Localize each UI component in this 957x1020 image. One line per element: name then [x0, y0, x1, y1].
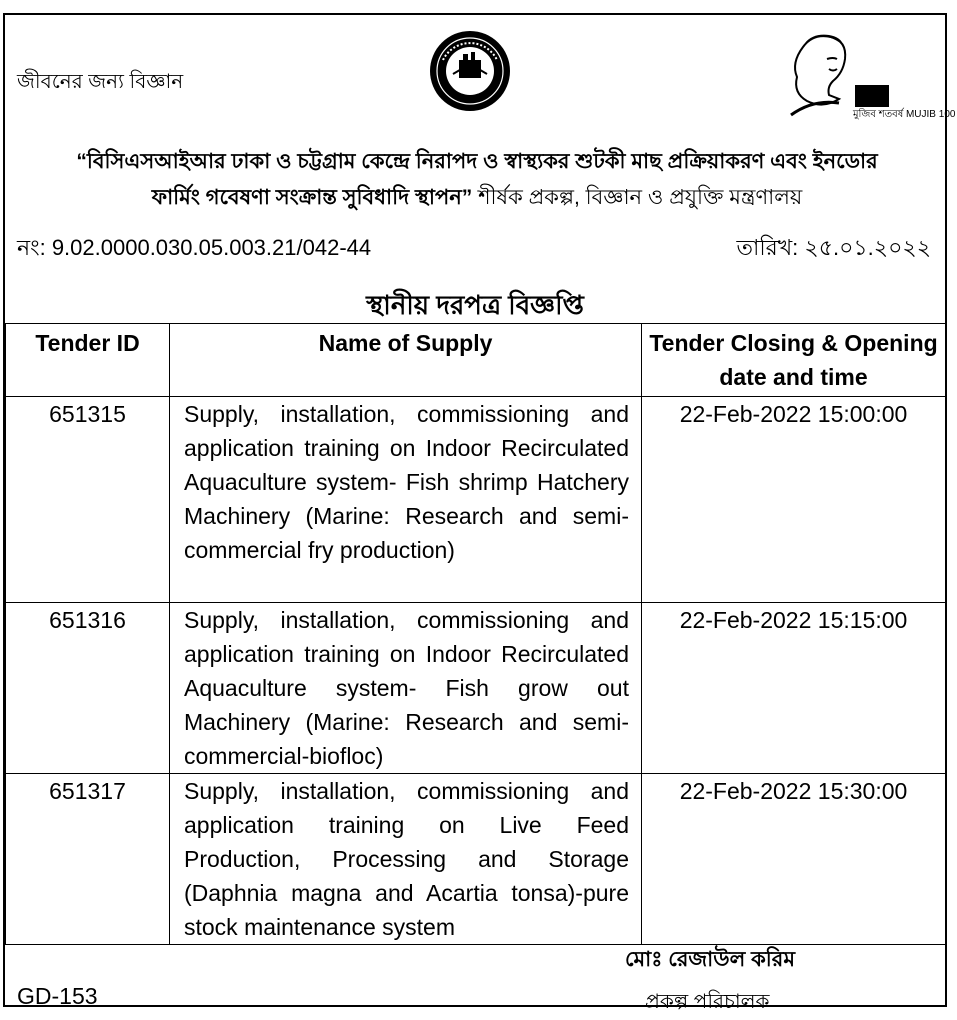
header-closing-date: Tender Closing & Opening date and time	[642, 324, 946, 397]
header-name-of-supply: Name of Supply	[170, 324, 642, 397]
supply-name: Supply, installation, commissioning and application training on Indoor Recirculated Aquaculture system- Fish shrimp Hatchery Machinery (Marine: Research and semi-commercial fry production)	[170, 397, 642, 603]
memo-number: নং: 9.02.0000.030.05.003.21/042-44	[17, 235, 372, 260]
notice-title: স্থানীয় দরপত্র বিজ্ঞপ্তি	[366, 290, 584, 320]
table-row	[6, 774, 946, 945]
mujib-logo-text: মুজিব শতবর্ষ MUJIB 100	[853, 109, 956, 120]
tender-id: 651316	[6, 603, 170, 774]
closing-datetime: 22-Feb-2022 15:00:00	[642, 397, 946, 603]
table-header-row	[6, 324, 946, 397]
slogan: জীবনের জন্য বিজ্ঞান	[17, 71, 184, 93]
header-tender-id: Tender ID	[6, 324, 170, 397]
mujib-100-logo	[783, 29, 956, 121]
supply-name: Supply, installation, commissioning and application training on Live Feed Production, Processing and Storage (Daphnia magna and Acartia tonsa)-pure stock maintenance system	[170, 774, 642, 945]
tender-table	[5, 323, 946, 945]
seal-label: BCSIR	[459, 86, 481, 93]
closing-datetime: 22-Feb-2022 15:15:00	[642, 603, 946, 774]
bcsir-seal-logo	[429, 30, 511, 112]
tender-id: 651315	[6, 397, 170, 603]
supply-name: Supply, installation, commissioning and application training on Indoor Recirculated Aquaculture system- Fish grow out Machinery (Marine: Research and semi-commercial-biofloc)	[170, 603, 642, 774]
tender-notice	[3, 13, 956, 1013]
closing-datetime: 22-Feb-2022 15:30:00	[642, 774, 946, 945]
project-title-line-2: ফার্মিং গবেষণা সংক্রান্ত সুবিধাদি স্থাপন” শীর্ষক প্রকল্প, বিজ্ঞান ও প্রযুক্তি মন্ত্রণালয়	[151, 186, 803, 209]
tender-id: 651317	[6, 774, 170, 945]
notice-footer	[5, 937, 945, 1013]
project-title-line-1: “বিসিএসআইআর ঢাকা ও চট্টগ্রাম কেন্দ্রে নিরাপদ ও স্বাস্থ্যকর শুটকী মাছ প্রক্রিয়াকরণ এবং ইনডোর	[76, 150, 878, 173]
table-row	[6, 603, 946, 774]
gd-number: GD-153	[17, 983, 98, 1009]
notice-date: তারিখ: ২৫.০১.২০২২	[736, 235, 931, 260]
signer-title: প্রকল্প পরিচালক	[645, 991, 770, 1013]
signer-name: মোঃ রেজাউল করিম	[625, 948, 796, 971]
table-row	[6, 397, 946, 603]
